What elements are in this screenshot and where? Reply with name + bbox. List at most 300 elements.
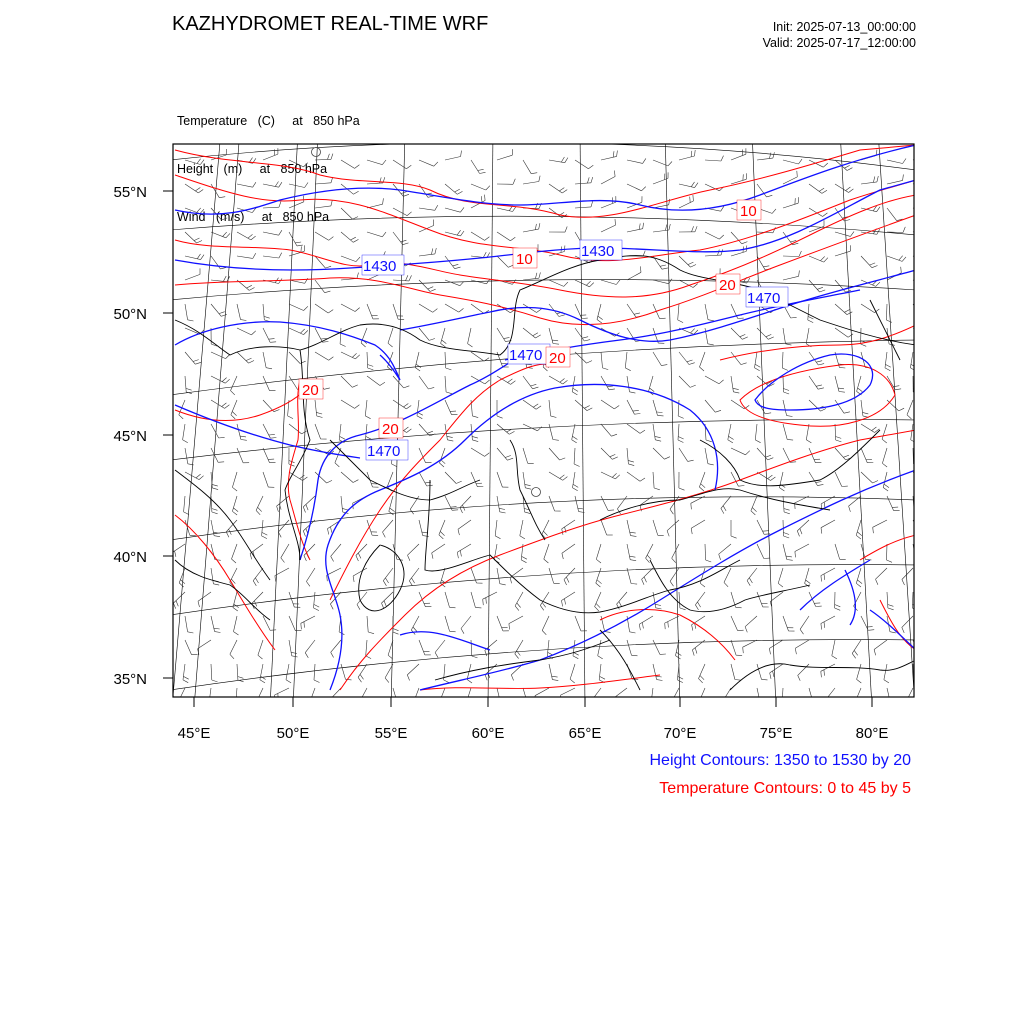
wind-barb — [769, 640, 783, 648]
wind-barb-feather — [209, 704, 214, 707]
wind-barb — [562, 544, 575, 553]
wind-barb — [211, 280, 227, 282]
wind-barb-feather — [286, 680, 291, 683]
wind-barb — [575, 616, 581, 631]
wind-barb-feather — [346, 679, 352, 680]
wind-barb-feather — [188, 320, 194, 321]
wind-barb-feather — [539, 272, 541, 278]
wind-barb-feather — [791, 317, 797, 318]
wind-barb — [679, 184, 695, 188]
wind-barb-feather — [747, 278, 750, 283]
wind-barb-feather — [639, 624, 640, 630]
wind-barb-feather — [566, 577, 569, 582]
wind-barb — [258, 640, 263, 655]
wind-barb-feather — [731, 536, 737, 538]
wind-barb — [601, 472, 615, 479]
wind-barb — [783, 544, 787, 560]
wind-barb-feather — [613, 151, 614, 157]
lat-label: 35°N — [113, 671, 147, 688]
wind-barb — [855, 688, 861, 703]
wind-barb-feather — [281, 558, 285, 563]
wind-barb — [237, 448, 243, 463]
wind-barb-feather — [452, 510, 458, 511]
wind-barb — [653, 280, 669, 284]
wind-barb-feather — [289, 464, 295, 466]
wind-barb-feather — [214, 628, 220, 629]
wind-barb — [315, 206, 331, 208]
wind-barb-feather — [870, 263, 876, 265]
wind-barb-feather — [520, 536, 525, 539]
wind-barb — [306, 568, 315, 582]
wind-barb — [835, 184, 849, 193]
wind-barb-feather — [733, 388, 739, 389]
wind-barb-feather — [863, 412, 869, 414]
wind-barb — [757, 688, 760, 704]
wind-barb-feather — [522, 556, 527, 559]
wind-barb — [367, 376, 380, 386]
map-title: KAZHYDROMET REAL-TIME WRF — [172, 13, 489, 35]
wind-barb — [185, 352, 195, 364]
wind-barb-feather — [361, 343, 366, 347]
wind-barb — [383, 568, 393, 581]
wind-barb-feather — [706, 560, 712, 562]
wind-barb — [778, 568, 783, 583]
temp-label: 20 — [549, 350, 566, 367]
wind-barb — [523, 472, 525, 488]
lon-label: 65°E — [568, 725, 602, 742]
wind-barb-feather — [872, 266, 878, 268]
wind-barb — [835, 400, 844, 413]
wind-barb-feather — [544, 559, 549, 563]
wind-barb — [601, 376, 609, 390]
wind-barb-feather — [456, 481, 462, 483]
wind-barb — [185, 232, 197, 243]
wind-barb-feather — [212, 680, 218, 682]
wind-barb-feather — [597, 320, 602, 324]
wind-barb — [783, 448, 790, 462]
wind-barb-feather — [559, 188, 564, 191]
wind-barb-feather — [427, 431, 433, 433]
wind-barb — [887, 544, 888, 560]
wind-barb — [471, 472, 477, 487]
wind-barb-feather — [564, 282, 568, 286]
wind-barb — [665, 616, 679, 623]
wind-barb — [185, 640, 192, 655]
wind-barb — [237, 304, 241, 320]
wind-barb-feather — [848, 334, 853, 337]
wind-barb-feather — [643, 158, 646, 163]
wind-barb — [596, 544, 601, 559]
wind-barb-feather — [416, 364, 421, 368]
height-label: 1470 — [509, 347, 543, 364]
wind-barb-feather — [698, 602, 701, 607]
wind-barb — [800, 616, 809, 629]
wind-barb-feather — [231, 415, 235, 419]
wind-barb — [445, 208, 460, 212]
wind-barb-feather — [876, 282, 880, 286]
wind-barb-feather — [573, 388, 578, 391]
wind-barb-feather — [340, 344, 346, 347]
wind-barb-feather — [368, 365, 374, 367]
wind-barb-feather — [403, 404, 408, 408]
wind-barb — [542, 616, 549, 631]
wind-barb — [383, 520, 394, 532]
wind-barb-feather — [614, 698, 616, 704]
wind-barb-feather — [910, 368, 915, 371]
wind-barb — [445, 496, 452, 510]
lat-label: 55°N — [113, 184, 147, 201]
wind-barb-feather — [439, 535, 443, 539]
wind-barb — [445, 304, 459, 312]
height-label: 1470 — [367, 443, 401, 460]
wind-barb — [232, 472, 237, 487]
wind-barb — [419, 328, 429, 340]
wind-barb — [262, 520, 263, 536]
wind-barb — [821, 616, 835, 624]
wind-barb — [861, 448, 867, 463]
wind-barb-feather — [586, 281, 590, 285]
wind-barb — [887, 400, 899, 411]
wind-barb — [821, 568, 835, 576]
wind-barb — [367, 616, 368, 632]
wind-barb-feather — [510, 578, 512, 584]
wind-barb-feather — [331, 527, 332, 533]
wind-barb-feather — [836, 437, 842, 439]
wind-barb — [184, 496, 185, 512]
wind-barb — [388, 328, 393, 343]
wind-barb — [341, 664, 346, 679]
wind-barb-feather — [595, 607, 599, 611]
wind-barb — [598, 640, 601, 656]
wind-barb — [719, 544, 731, 554]
wind-barb-feather — [926, 478, 931, 481]
wind-barb-feather — [786, 344, 792, 345]
wind-barb-feather — [719, 235, 724, 239]
wind-barb-feather — [564, 580, 567, 585]
wind-barb-feather — [404, 386, 410, 388]
wind-barb — [497, 256, 508, 267]
wind-barb-feather — [656, 676, 662, 677]
wind-barb-feather — [352, 353, 356, 357]
wind-barb-feather — [560, 475, 565, 479]
wind-barb-feather — [873, 481, 878, 484]
wind-barb — [289, 304, 304, 311]
wind-barb — [691, 520, 705, 528]
wind-barb — [601, 520, 607, 535]
wind-barb-feather — [591, 201, 593, 207]
wind-barb-feather — [657, 412, 663, 413]
wind-barb — [275, 688, 289, 695]
wind-barb — [679, 376, 690, 387]
wind-barb-feather — [768, 458, 774, 460]
wind-barb — [497, 232, 510, 241]
wind-barb-feather — [657, 680, 663, 681]
wind-barb — [885, 352, 887, 368]
wind-barb-feather — [485, 380, 490, 384]
wind-barb — [303, 496, 315, 507]
wind-barb-feather — [928, 331, 932, 335]
wind-barb-feather — [857, 580, 862, 584]
wind-barb — [861, 256, 872, 268]
wind-barb — [913, 280, 927, 288]
wind-barb — [653, 352, 661, 366]
wind-barb — [263, 207, 279, 208]
wind-barb — [439, 520, 445, 535]
wind-barb-feather — [304, 306, 308, 310]
wind-barb-feather — [691, 151, 692, 157]
wind-barb — [679, 156, 695, 160]
wind-barb — [627, 400, 634, 414]
wind-barb — [356, 544, 367, 556]
wind-barb-feather — [331, 154, 333, 160]
wind-barb-feather — [821, 409, 826, 412]
wind-barb-feather — [513, 207, 516, 212]
wind-barb-feather — [233, 508, 238, 512]
wind-barb — [806, 328, 809, 344]
wind-barb — [211, 232, 226, 238]
wind-barb-feather — [819, 188, 824, 191]
wind-barb-feather — [478, 169, 484, 170]
wind-barb — [731, 640, 736, 655]
wind-barb-feather — [295, 242, 301, 243]
wind-barb-feather — [890, 700, 896, 701]
wind-barb — [627, 640, 632, 655]
wind-barb-feather — [232, 412, 236, 416]
wind-barb-feather — [304, 163, 308, 167]
wind-barb-feather — [305, 183, 308, 188]
wind-barb — [575, 304, 582, 319]
wind-barb — [341, 160, 355, 168]
wind-barb-feather — [570, 679, 575, 683]
wind-barb — [670, 568, 679, 581]
wind-barb-feather — [821, 256, 825, 260]
wind-barb-feather — [611, 434, 617, 436]
wind-barb — [353, 568, 367, 576]
wind-barb-feather — [238, 677, 244, 679]
wind-barb-feather — [472, 436, 478, 438]
wind-barb-feather — [784, 536, 790, 538]
wind-barb-feather — [795, 648, 796, 654]
wind-barb-feather — [733, 392, 739, 393]
wind-barb-feather — [678, 440, 683, 443]
wind-barb — [887, 160, 903, 164]
wind-barb-feather — [644, 577, 646, 583]
wind-barb — [795, 640, 809, 648]
wind-barb — [835, 544, 840, 559]
wind-barb-feather — [234, 632, 239, 635]
wind-barb-feather — [383, 532, 386, 537]
latitude-labels — [113, 184, 147, 688]
wind-barb-feather — [330, 604, 333, 609]
wind-barb-feather — [455, 189, 460, 192]
wind-barb — [419, 376, 428, 389]
wind-barb-feather — [790, 462, 796, 463]
wind-barb — [460, 496, 471, 508]
wind-barb-feather — [232, 487, 237, 491]
wind-barb-feather — [214, 536, 220, 537]
wind-barb — [315, 472, 327, 483]
wind-barb — [419, 184, 428, 197]
wind-barb-feather — [446, 368, 452, 370]
wind-barb-feather — [678, 676, 683, 679]
wind-barb — [289, 616, 295, 631]
wind-barb — [183, 424, 185, 440]
wind-barb — [595, 592, 601, 607]
wind-barb-feather — [248, 234, 253, 238]
wind-barb-feather — [783, 389, 789, 391]
wind-barb-feather — [497, 416, 503, 418]
wind-barb-feather — [813, 703, 819, 704]
wind-barb — [523, 448, 528, 463]
wind-barb — [471, 592, 475, 607]
wind-barb-feather — [382, 603, 384, 609]
wind-barb-feather — [270, 438, 276, 439]
wind-barb-feather — [413, 627, 417, 632]
wind-barb — [782, 688, 783, 704]
wind-barb — [627, 160, 643, 163]
wind-barb — [574, 448, 575, 464]
wind-barb — [341, 304, 355, 312]
wind-barb — [562, 520, 575, 529]
wind-barb — [549, 472, 563, 480]
wind-barb — [468, 328, 471, 344]
wind-barb — [315, 183, 331, 184]
wind-barb-feather — [849, 189, 854, 193]
meridian-lines — [172, 130, 915, 708]
wind-barb — [599, 664, 601, 680]
wind-barb — [289, 352, 300, 364]
wind-barb-feather — [582, 337, 588, 339]
lat-label: 45°N — [113, 428, 147, 445]
wind-barb-feather — [640, 266, 641, 272]
wind-barb-feather — [195, 362, 201, 364]
wind-barb — [795, 544, 809, 552]
wind-barb — [185, 304, 188, 320]
wind-barb — [185, 256, 201, 260]
wind-barb — [884, 664, 887, 680]
wind-barb — [570, 664, 575, 679]
wind-barb-feather — [913, 605, 919, 607]
wind-barb-feather — [844, 165, 849, 168]
wind-barb — [185, 274, 200, 280]
wind-barb — [523, 328, 536, 338]
wind-barb — [263, 328, 270, 342]
wind-barb-feather — [723, 506, 726, 511]
wind-barb-feather — [553, 440, 559, 441]
wind-barb — [263, 424, 270, 438]
wind-barb — [549, 400, 551, 416]
wind-barb-feather — [695, 648, 697, 654]
wind-barb — [523, 376, 533, 389]
wind-barb-feather — [423, 536, 429, 537]
wind-barb-feather — [251, 236, 256, 240]
wind-barb-feather — [872, 427, 877, 431]
wind-barb-feather — [669, 224, 670, 230]
wind-barb-feather — [355, 308, 360, 312]
wind-barb-feather — [433, 309, 438, 313]
wind-barb-feather — [247, 285, 252, 288]
wind-barb — [435, 640, 445, 653]
wind-barb — [861, 472, 873, 483]
wind-barb-feather — [816, 361, 822, 363]
wind-barb-feather — [475, 607, 481, 608]
wind-barb — [237, 352, 249, 363]
wind-barb-feather — [574, 464, 580, 467]
wind-barb — [651, 688, 653, 704]
wind-barb — [809, 280, 820, 292]
wind-barb — [198, 640, 211, 649]
wind-barb-feather — [429, 339, 435, 341]
wind-barb-feather — [249, 361, 254, 364]
wind-barb-feather — [328, 154, 330, 160]
wind-barb-feather — [355, 165, 360, 169]
wind-barb-feather — [222, 218, 228, 220]
wind-barb — [409, 568, 419, 581]
wind-barb — [692, 640, 705, 650]
wind-barb-feather — [442, 340, 447, 344]
wind-barb-feather — [412, 578, 415, 583]
wind-barb-feather — [562, 190, 567, 193]
wind-barb-feather — [587, 361, 593, 364]
wind-barb-feather — [277, 506, 279, 512]
wind-barb — [911, 424, 913, 440]
wind-barb-feather — [330, 700, 333, 705]
wind-barb-feather — [178, 702, 182, 706]
wind-barb-feather — [797, 531, 799, 537]
wind-barb — [185, 376, 186, 392]
wind-barb — [289, 251, 304, 256]
wind-barb — [617, 496, 627, 509]
wind-barb-feather — [836, 440, 842, 442]
lon-label: 55°E — [374, 725, 408, 742]
wind-barb-feather — [535, 273, 537, 279]
wind-barb-feather — [197, 159, 201, 164]
wind-barb-feather — [890, 632, 896, 633]
wind-barb-feather — [812, 700, 818, 701]
wind-barb-feather — [766, 334, 772, 336]
wind-barb — [315, 304, 328, 313]
wind-barb-feather — [721, 206, 724, 211]
wind-barb-feather — [196, 474, 201, 478]
wind-barb-feather — [844, 310, 849, 313]
wind-barb-feather — [617, 151, 618, 157]
wind-barb-feather — [306, 582, 310, 587]
wind-barb-feather — [382, 232, 386, 237]
wind-barb — [731, 328, 742, 339]
wind-barb-feather — [329, 237, 334, 241]
wind-barb-feather — [857, 679, 862, 683]
wind-barb-feather — [838, 388, 844, 389]
wind-barb-feather — [219, 312, 225, 314]
wind-barb-feather — [218, 462, 224, 463]
wind-barb-feather — [531, 384, 537, 386]
wind-barb — [408, 544, 420, 555]
wind-barb — [806, 424, 809, 440]
wind-barb — [183, 664, 185, 680]
wind-barb-feather — [485, 195, 486, 201]
wind-barb-feather — [782, 368, 788, 370]
wind-barb — [627, 568, 631, 584]
wind-barb-feather — [573, 652, 578, 655]
wind-barb-feather — [328, 310, 333, 313]
wind-barb-feather — [724, 582, 728, 586]
wind-barb-feather — [304, 622, 305, 628]
wind-barb-feather — [882, 439, 887, 443]
wind-barb-feather — [447, 436, 453, 437]
wind-barb-feather — [230, 654, 234, 659]
wind-barb — [286, 664, 289, 680]
wind-barb-feather — [340, 436, 345, 439]
